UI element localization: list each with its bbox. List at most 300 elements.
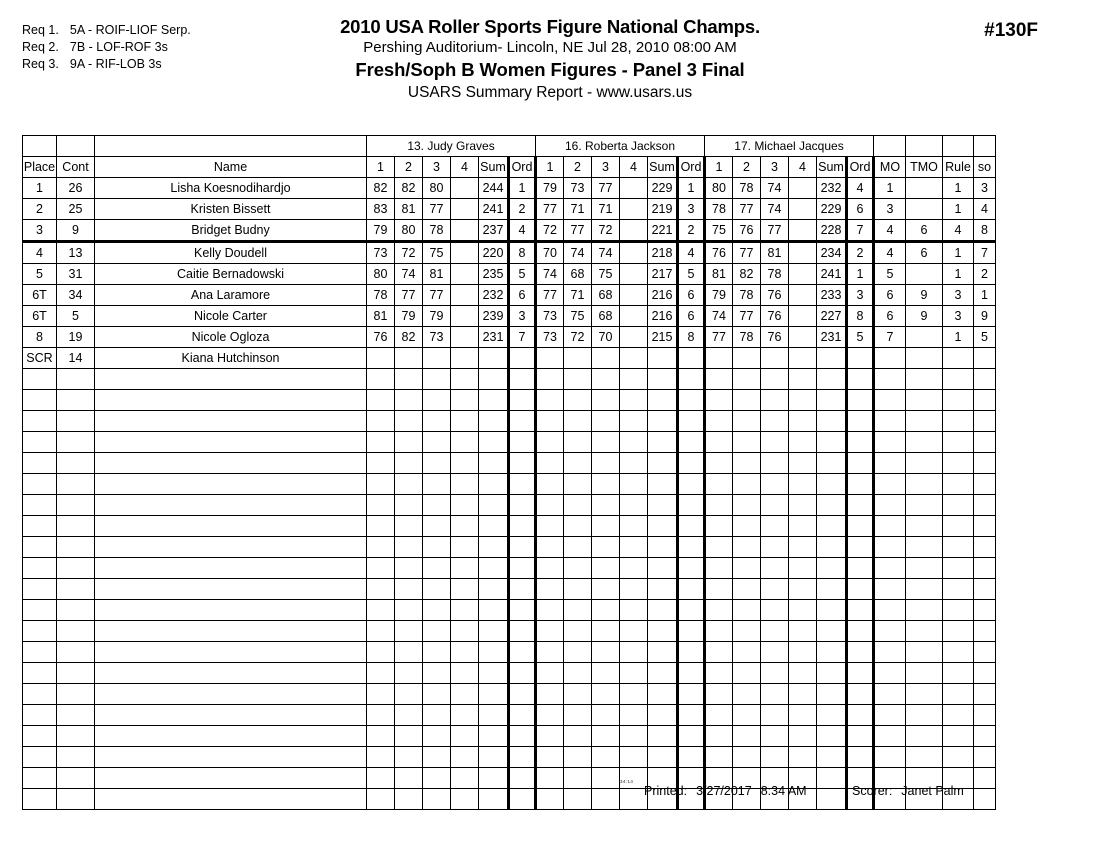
cell-judge1-f2 <box>395 705 423 726</box>
cell-judge1-f3 <box>423 453 451 474</box>
cell-judge3-f4 <box>789 369 817 390</box>
cell-judge3-f3 <box>761 474 789 495</box>
table-row[interactable] <box>23 264 996 285</box>
cell-judge3-f3: 74 <box>761 199 789 220</box>
cell-judge2-f1 <box>536 579 564 600</box>
cell-judge1-f1: 78 <box>367 285 395 306</box>
cell-judge2-sum: 215 <box>648 327 678 348</box>
cell-judge2-f4 <box>620 663 648 684</box>
cell-judge1-f2 <box>395 348 423 369</box>
column-header-name: Name <box>95 157 367 178</box>
column-header-j3-fig1: 1 <box>705 157 733 178</box>
cell-cont <box>57 516 95 537</box>
cell-judge1-ord <box>509 453 536 474</box>
cell-judge1-ord <box>509 537 536 558</box>
cell-judge1-f4 <box>451 369 479 390</box>
cell-place <box>23 411 57 432</box>
cell-judge2-f2 <box>564 474 592 495</box>
cell-name <box>95 621 367 642</box>
column-header-j1-fig1: 1 <box>367 157 395 178</box>
cell-place <box>23 516 57 537</box>
cell-tmo: 9 <box>906 285 943 306</box>
printed-label: Printed: <box>644 784 688 798</box>
cell-judge1-f2 <box>395 642 423 663</box>
cell-judge2-sum: 219 <box>648 199 678 220</box>
cell-so <box>974 726 996 747</box>
cell-judge1-f1: 73 <box>367 242 395 264</box>
cell-place <box>23 684 57 705</box>
cell-judge2-sum <box>648 747 678 768</box>
cell-judge3-f2 <box>733 663 761 684</box>
cell-name: Nicole Carter <box>95 306 367 327</box>
cell-judge1-f2 <box>395 726 423 747</box>
cell-judge2-f3: 68 <box>592 285 620 306</box>
cell-mo: 5 <box>874 264 906 285</box>
cell-judge1-f1 <box>367 579 395 600</box>
cell-name <box>95 558 367 579</box>
cell-judge2-ord <box>678 390 705 411</box>
cell-cont <box>57 558 95 579</box>
table-row-empty[interactable] <box>23 558 996 579</box>
requirement-number: 1. <box>48 23 59 37</box>
cell-tmo <box>906 264 943 285</box>
cell-judge3-f1 <box>705 411 733 432</box>
table-row[interactable] <box>23 327 996 348</box>
cell-mo: 3 <box>874 199 906 220</box>
cell-place <box>23 537 57 558</box>
cell-name <box>95 495 367 516</box>
cell-rule <box>943 516 974 537</box>
cell-judge1-f1 <box>367 516 395 537</box>
cell-name <box>95 663 367 684</box>
table-row-empty[interactable] <box>23 390 996 411</box>
cell-judge3-f3 <box>761 432 789 453</box>
cell-judge2-f4 <box>620 579 648 600</box>
cell-judge1-f4 <box>451 432 479 453</box>
cell-cont: 31 <box>57 264 95 285</box>
cell-rule <box>943 747 974 768</box>
cell-judge3-f3 <box>761 642 789 663</box>
cell-name: Ana Laramore <box>95 285 367 306</box>
printed-date: 3/27/2017 <box>696 784 752 798</box>
cell-judge2-f4 <box>620 705 648 726</box>
cell-judge2-ord: 4 <box>678 242 705 264</box>
cell-tmo <box>906 432 943 453</box>
table-row[interactable] <box>23 242 996 264</box>
cell-judge3-f3 <box>761 453 789 474</box>
cell-place <box>23 579 57 600</box>
table-row-empty[interactable] <box>23 663 996 684</box>
requirement-label: Req <box>22 23 45 37</box>
cell-judge2-f3 <box>592 579 620 600</box>
table-row-empty[interactable] <box>23 495 996 516</box>
cell-judge2-f1 <box>536 558 564 579</box>
cell-cont <box>57 453 95 474</box>
cell-judge2-f4 <box>620 199 648 220</box>
cell-judge3-f2 <box>733 600 761 621</box>
cell-judge3-sum: 229 <box>817 199 847 220</box>
cell-judge1-ord <box>509 663 536 684</box>
column-header-place: Place <box>23 157 57 178</box>
cell-so <box>974 390 996 411</box>
column-header-j1-sum: Sum <box>479 157 509 178</box>
cell-judge2-f4 <box>620 600 648 621</box>
cell-judge2-f4 <box>620 726 648 747</box>
cell-so <box>974 369 996 390</box>
column-header-j1-fig2: 2 <box>395 157 423 178</box>
cell-judge2-f1: 73 <box>536 306 564 327</box>
cell-judge2-f2 <box>564 768 592 789</box>
cell-judge3-f2 <box>733 474 761 495</box>
event-code: #130F <box>984 20 1038 41</box>
cell-judge1-f4 <box>451 306 479 327</box>
column-header-j2-fig2: 2 <box>564 157 592 178</box>
cell-so <box>974 558 996 579</box>
cell-judge3-f3 <box>761 726 789 747</box>
cell-judge1-f1 <box>367 537 395 558</box>
cell-judge3-f3 <box>761 621 789 642</box>
cell-judge1-f2 <box>395 453 423 474</box>
cell-judge1-ord: 8 <box>509 242 536 264</box>
cell-judge2-f1: 79 <box>536 178 564 199</box>
cell-judge1-f2 <box>395 432 423 453</box>
cell-judge1-f4 <box>451 621 479 642</box>
cell-judge1-f3: 77 <box>423 199 451 220</box>
cell-judge2-f3 <box>592 642 620 663</box>
cell-judge2-ord: 1 <box>678 178 705 199</box>
cell-cont <box>57 537 95 558</box>
cell-judge3-f4 <box>789 390 817 411</box>
cell-judge2-sum <box>648 600 678 621</box>
cell-cont <box>57 621 95 642</box>
cell-so <box>974 579 996 600</box>
cell-judge1-f2 <box>395 621 423 642</box>
table-row-empty[interactable] <box>23 768 996 789</box>
cell-judge1-f2 <box>395 600 423 621</box>
cell-cont <box>57 474 95 495</box>
cell-judge3-f4 <box>789 495 817 516</box>
cell-judge3-sum <box>817 558 847 579</box>
cell-name <box>95 684 367 705</box>
table-row-empty[interactable] <box>23 474 996 495</box>
cell-judge2-f2 <box>564 558 592 579</box>
cell-judge3-ord <box>847 495 874 516</box>
cell-judge3-f4 <box>789 579 817 600</box>
cell-judge2-f1: 73 <box>536 327 564 348</box>
cell-judge2-f4 <box>620 453 648 474</box>
cell-rule <box>943 390 974 411</box>
cell-judge2-sum: 221 <box>648 220 678 242</box>
table-row-empty[interactable] <box>23 369 996 390</box>
cell-judge3-f1 <box>705 579 733 600</box>
column-header-rule: Rule <box>943 157 974 178</box>
cell-judge2-f3: 70 <box>592 327 620 348</box>
cell-judge2-f3: 77 <box>592 178 620 199</box>
cell-judge3-f2 <box>733 453 761 474</box>
cell-rule <box>943 705 974 726</box>
cell-rule: 1 <box>943 264 974 285</box>
cell-judge3-f3 <box>761 369 789 390</box>
cell-judge2-f4 <box>620 220 648 242</box>
table-row-empty[interactable] <box>23 789 996 810</box>
cell-place <box>23 600 57 621</box>
cell-judge1-ord <box>509 474 536 495</box>
cell-judge3-f4 <box>789 220 817 242</box>
cell-judge1-sum: 239 <box>479 306 509 327</box>
cell-judge1-ord <box>509 600 536 621</box>
cell-judge1-sum <box>479 369 509 390</box>
cell-tmo <box>906 453 943 474</box>
cell-judge1-ord: 5 <box>509 264 536 285</box>
table-row[interactable] <box>23 220 996 242</box>
cell-judge2-f4 <box>620 537 648 558</box>
spacer-cell <box>57 136 95 157</box>
cell-judge2-f2 <box>564 726 592 747</box>
cell-name <box>95 789 367 810</box>
cell-place <box>23 432 57 453</box>
spacer-cell <box>943 136 974 157</box>
cell-judge3-sum <box>817 684 847 705</box>
table-row-empty[interactable] <box>23 642 996 663</box>
cell-judge3-f3: 76 <box>761 306 789 327</box>
cell-judge2-f2 <box>564 348 592 369</box>
cell-judge1-sum <box>479 684 509 705</box>
cell-place <box>23 495 57 516</box>
cell-judge1-f4 <box>451 348 479 369</box>
cell-judge2-sum <box>648 390 678 411</box>
cell-judge1-f2 <box>395 663 423 684</box>
cell-judge1-f3: 78 <box>423 220 451 242</box>
cell-judge3-f3 <box>761 390 789 411</box>
cell-place: 6T <box>23 285 57 306</box>
cell-judge2-ord: 6 <box>678 285 705 306</box>
table-row-empty[interactable] <box>23 684 996 705</box>
cell-judge2-f3 <box>592 663 620 684</box>
cell-judge3-sum <box>817 474 847 495</box>
cell-judge3-f2 <box>733 558 761 579</box>
cell-so <box>974 621 996 642</box>
table-row-empty[interactable] <box>23 432 996 453</box>
cell-judge2-sum <box>648 726 678 747</box>
cell-cont: 26 <box>57 178 95 199</box>
table-row-empty[interactable] <box>23 516 996 537</box>
cell-judge3-f4 <box>789 411 817 432</box>
cell-judge2-f2 <box>564 369 592 390</box>
cell-name: Caitie Bernadowski <box>95 264 367 285</box>
cell-place <box>23 663 57 684</box>
cell-judge2-sum: 217 <box>648 264 678 285</box>
cell-judge1-f4 <box>451 789 479 810</box>
cell-judge2-f1 <box>536 453 564 474</box>
column-header-j2-fig4: 4 <box>620 157 648 178</box>
cell-judge1-f2: 81 <box>395 199 423 220</box>
column-header-cont: Cont <box>57 157 95 178</box>
cell-so <box>974 768 996 789</box>
cell-cont: 34 <box>57 285 95 306</box>
cell-judge3-f2 <box>733 516 761 537</box>
column-header-j3-fig2: 2 <box>733 157 761 178</box>
cell-judge3-ord: 8 <box>847 306 874 327</box>
cell-judge3-f3 <box>761 684 789 705</box>
cell-judge3-sum <box>817 348 847 369</box>
requirement-number: 3. <box>48 57 59 71</box>
judge-1-name: 13. Judy Graves <box>367 136 536 157</box>
cell-judge2-f3: 75 <box>592 264 620 285</box>
cell-place: 8 <box>23 327 57 348</box>
cell-judge2-f2: 74 <box>564 242 592 264</box>
cell-judge2-f4 <box>620 432 648 453</box>
cell-so <box>974 348 996 369</box>
table-row-empty[interactable] <box>23 453 996 474</box>
cell-tmo <box>906 537 943 558</box>
cell-judge3-f1 <box>705 495 733 516</box>
cell-judge1-ord: 3 <box>509 306 536 327</box>
cell-judge3-sum: 228 <box>817 220 847 242</box>
cell-judge1-f3 <box>423 705 451 726</box>
cell-judge2-f3 <box>592 516 620 537</box>
cell-so: 5 <box>974 327 996 348</box>
table-row-empty[interactable] <box>23 726 996 747</box>
cell-judge2-sum <box>648 537 678 558</box>
cell-so <box>974 474 996 495</box>
cell-judge1-f4 <box>451 663 479 684</box>
cell-judge3-f3: 76 <box>761 285 789 306</box>
cell-cont <box>57 390 95 411</box>
cell-judge2-f2 <box>564 516 592 537</box>
cell-place <box>23 369 57 390</box>
cell-tmo <box>906 369 943 390</box>
cell-tmo <box>906 558 943 579</box>
cell-judge3-f2 <box>733 642 761 663</box>
cell-judge2-f1 <box>536 390 564 411</box>
cell-judge1-f4 <box>451 453 479 474</box>
cell-judge2-f2: 72 <box>564 327 592 348</box>
cell-judge1-ord <box>509 495 536 516</box>
table-row-empty[interactable] <box>23 411 996 432</box>
cell-judge2-f2: 71 <box>564 199 592 220</box>
cell-name: Nicole Ogloza <box>95 327 367 348</box>
table-row[interactable] <box>23 199 996 220</box>
table-row-empty[interactable] <box>23 600 996 621</box>
cell-judge3-sum <box>817 600 847 621</box>
cell-judge3-ord <box>847 579 874 600</box>
column-header-j3-fig3: 3 <box>761 157 789 178</box>
cell-tmo <box>906 178 943 199</box>
cell-so: 3 <box>974 178 996 199</box>
micro-code: 34:14 <box>620 779 634 784</box>
cell-so <box>974 747 996 768</box>
table-row[interactable] <box>23 348 996 369</box>
cell-judge3-ord <box>847 390 874 411</box>
cell-judge2-f1 <box>536 705 564 726</box>
cell-so <box>974 684 996 705</box>
cell-judge3-ord: 7 <box>847 220 874 242</box>
cell-judge1-f2: 72 <box>395 242 423 264</box>
cell-judge2-f1 <box>536 495 564 516</box>
cell-judge2-ord <box>678 747 705 768</box>
cell-judge1-ord: 6 <box>509 285 536 306</box>
cell-judge1-f1 <box>367 558 395 579</box>
cell-judge2-sum <box>648 663 678 684</box>
cell-judge3-sum <box>817 642 847 663</box>
table-row-empty[interactable] <box>23 705 996 726</box>
cell-judge1-ord <box>509 579 536 600</box>
cell-judge2-f2: 75 <box>564 306 592 327</box>
column-header-j1-fig3: 3 <box>423 157 451 178</box>
cell-judge2-f1 <box>536 369 564 390</box>
table-row[interactable] <box>23 285 996 306</box>
table-row[interactable] <box>23 178 996 199</box>
cell-name <box>95 369 367 390</box>
cell-judge3-ord <box>847 432 874 453</box>
cell-judge2-f4 <box>620 327 648 348</box>
cell-judge1-f3 <box>423 495 451 516</box>
column-header-j1-ord: Ord <box>509 157 536 178</box>
cell-judge3-ord <box>847 621 874 642</box>
cell-judge1-sum <box>479 474 509 495</box>
cell-judge1-sum <box>479 579 509 600</box>
table-row-empty[interactable] <box>23 747 996 768</box>
cell-judge2-f4 <box>620 348 648 369</box>
cell-judge3-ord <box>847 663 874 684</box>
column-header-tmo: TMO <box>906 157 943 178</box>
cell-judge3-f1 <box>705 348 733 369</box>
cell-judge1-f3 <box>423 474 451 495</box>
table-row-empty[interactable] <box>23 621 996 642</box>
table-row-empty[interactable] <box>23 537 996 558</box>
cell-judge1-f1: 83 <box>367 199 395 220</box>
cell-judge3-ord <box>847 474 874 495</box>
cell-judge2-sum <box>648 579 678 600</box>
cell-judge3-f1 <box>705 684 733 705</box>
cell-judge2-ord <box>678 558 705 579</box>
cell-judge2-f1: 77 <box>536 199 564 220</box>
table-row-empty[interactable] <box>23 579 996 600</box>
cell-place <box>23 453 57 474</box>
printed-time: 8:34 AM <box>760 784 807 798</box>
cell-judge2-f1 <box>536 768 564 789</box>
cell-judge2-f3: 68 <box>592 306 620 327</box>
table-header-row <box>23 157 996 178</box>
cell-cont: 9 <box>57 220 95 242</box>
cell-judge3-f1: 81 <box>705 264 733 285</box>
cell-judge1-f4 <box>451 242 479 264</box>
cell-judge1-f1 <box>367 768 395 789</box>
cell-place: 3 <box>23 220 57 242</box>
cell-judge1-ord: 1 <box>509 178 536 199</box>
cell-judge2-f1 <box>536 684 564 705</box>
cell-cont: 13 <box>57 242 95 264</box>
cell-tmo <box>906 705 943 726</box>
cell-judge1-f4 <box>451 537 479 558</box>
cell-name: Kelly Doudell <box>95 242 367 264</box>
cell-judge2-f1 <box>536 516 564 537</box>
table-row[interactable] <box>23 306 996 327</box>
cell-judge1-ord <box>509 642 536 663</box>
column-header-j3-fig4: 4 <box>789 157 817 178</box>
cell-cont <box>57 579 95 600</box>
cell-judge2-f1 <box>536 621 564 642</box>
cell-judge1-ord <box>509 369 536 390</box>
cell-judge2-f3 <box>592 495 620 516</box>
cell-judge2-f4 <box>620 178 648 199</box>
cell-judge2-f3: 72 <box>592 220 620 242</box>
cell-judge1-f3: 81 <box>423 264 451 285</box>
cell-judge2-f2: 68 <box>564 264 592 285</box>
spacer-cell <box>974 136 996 157</box>
cell-mo <box>874 579 906 600</box>
cell-judge1-sum <box>479 621 509 642</box>
